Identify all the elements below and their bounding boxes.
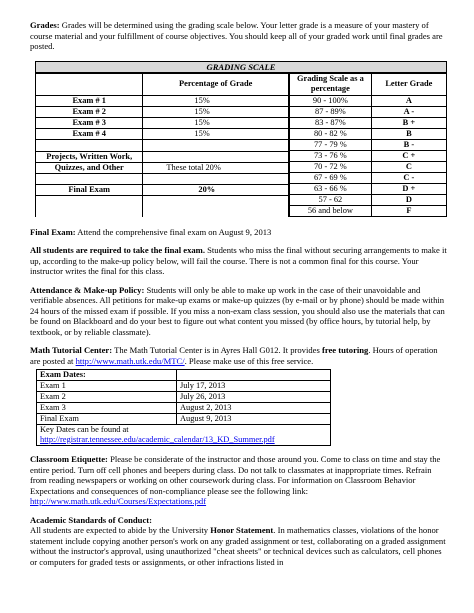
exam-date: August 9, 2013 [177,414,331,425]
academic-paragraph [30,525,448,567]
letter-scale-row [290,106,447,117]
grade-item-name [36,173,143,184]
document-page [30,20,448,567]
grade-weight-row [36,118,289,129]
etiquette-label: Classroom Etiquette: [30,454,108,464]
grades-paragraph [30,20,448,52]
tutorial-bold: free tutoring [321,345,369,355]
grade-item-name: Exam # 2 [36,106,143,117]
scale-range: 83 - 87% [290,117,372,128]
attendance-label: Attendance & Make-up Policy: [30,284,145,295]
grading-scale-title: GRADING SCALE [35,61,447,73]
letter-grade: C - [371,172,446,183]
letter-scale-row [290,139,447,150]
grade-item-percent: 15% [194,129,210,139]
scale-header: Grading Scale as a percentage [290,73,372,95]
grade-weight-row [36,95,289,106]
tutorial-text-2: . Hours of operation are posted at [30,345,438,366]
scale-range: 70 - 72 % [290,161,372,172]
grade-item-name [36,140,143,151]
grades-label: Grades: [30,20,60,30]
letter-grade: B [371,128,446,139]
grades-text: Grades will be determined using the grading scale below. Your letter grade is a measure of your mastery of course material and your fulfillment of course objectives. You should keep all of your graded work until final grades are posted. [30,20,443,51]
letter-grade: D + [371,183,446,194]
all-students-paragraph [30,245,448,277]
final-exam-paragraph [30,227,448,238]
scale-range: 90 - 100% [290,95,372,106]
scale-range: 56 and below [290,205,372,216]
key-dates-cell [37,425,331,446]
letter-grade: C [371,161,446,172]
academic-text-1: All students are expected to abide by the University [30,525,209,535]
exam-date-row [37,381,331,392]
grade-weight-row [36,173,289,184]
grade-weight-row [36,106,289,117]
grade-weights-table [35,73,289,217]
attendance-paragraph [30,285,448,338]
scale-range: 57 - 62 [290,194,372,205]
exam-name: Exam 3 [37,403,177,414]
exam-name: Final Exam [37,414,177,425]
academic-heading: Academic Standards of Conduct: [30,514,152,525]
scale-range: 77 - 79 % [290,139,372,150]
scale-range: 67 - 69 % [290,172,372,183]
academic-text-2: . In mathematics classes, violations of the honor statement include copying another person's work on any graded assignment or test, collaborating on a graded assignment without the instructor's approval, using unauthorized "cheat sheets" or technical devices such as calculators, cell phones or computers for graded tests or assignments, or other infractions listed in [30,525,446,567]
final-exam-label: Final Exam: [30,226,76,237]
grade-item-name: Exam # 3 [36,118,143,129]
final-exam-text: Attend the comprehensive final exam on August 9, 2013 [77,226,272,237]
letter-scale-table [289,73,447,217]
grade-weight-row [36,162,289,173]
grade-weight-row [36,140,289,151]
scale-range: 73 - 76 % [290,150,372,161]
letter-scale-row [290,172,447,183]
tutorial-text-3: . Please make use of this free service. [184,355,314,366]
letter-grade: B - [371,139,446,150]
grade-item-percent: 20% [198,185,216,195]
letter-header: Letter Grade [371,73,446,95]
letter-scale-row [290,183,447,194]
letter-scale-row [290,117,447,128]
scale-range: 87 - 89% [290,106,372,117]
grade-weight-row [36,185,289,196]
tutorial-label: Math Tutorial Center: [30,345,113,355]
grade-item-name: Exam # 1 [36,95,143,106]
grade-weight-row [36,151,289,162]
grade-item-name: Final Exam [36,185,143,196]
letter-scale-row [290,194,447,205]
academic-bold: Honor Statement [210,525,274,535]
grade-item-name: Quizzes, and Other [36,162,143,173]
key-dates-text: Key Dates can be found at [40,425,129,434]
all-students-bold: All students are required to take the final exam. [30,245,205,255]
letter-grade: C + [371,150,446,161]
percentage-header: Percentage of Grade [143,73,289,95]
exam-dates-header: Exam Dates: [37,370,177,381]
letter-scale-row [290,161,447,172]
exam-dates-table [36,369,331,446]
tutorial-paragraph [30,345,448,366]
letter-grade: F [371,205,446,216]
tutorial-link[interactable]: http://www.math.utk.edu/MTC/ [75,355,185,366]
grading-scale-table [35,61,447,217]
exam-date: August 2, 2013 [177,403,331,414]
letter-scale-row [290,150,447,161]
letter-grade: A [371,95,446,106]
exam-date-row [37,403,331,414]
exam-date-row [37,392,331,403]
grade-item-percent: 15% [194,107,210,117]
exam-date: July 26, 2013 [177,392,331,403]
etiquette-link[interactable]: http://www.math.utk.edu/Courses/Expectations.pdf [30,496,207,506]
exam-name: Exam 2 [37,392,177,403]
scale-range: 63 - 66 % [290,183,372,194]
all-students-text: Students who miss the final without securing arrangements to make it up, according to the make-up policy below, will fail the course. There is not a common final for this course. Your instructor writes the final for this class. [30,245,447,276]
letter-scale-row [290,128,447,139]
exam-date: July 17, 2013 [177,381,331,392]
grade-item-percent: These total 20% [166,162,221,172]
grade-item-name: Exam # 4 [36,129,143,140]
grade-item-name: Projects, Written Work, [36,151,143,162]
grade-item-percent: 15% [194,95,210,105]
letter-grade: D [371,194,446,205]
letter-scale-row [290,205,447,216]
etiquette-paragraph [30,454,448,507]
letter-grade: B + [371,117,446,128]
letter-grade: A - [371,106,446,117]
grade-weight-row [36,129,289,140]
key-dates-link[interactable]: http://registrar.tennessee.edu/academic_calendar/13_KD_Summer.pdf [40,435,275,444]
scale-range: 80 - 82 % [290,128,372,139]
etiquette-text: Please be considerate of the instructor and those around you. Come to class on time and stay the entire period. Turn off cell phones and beepers during class. Do not talk to classmates at inappropriate times. Refrain from reading newspapers or working on other coursework during class. For information on Classroom Behavior Expectations and consequences of non-compliance please see the following link: [30,454,441,496]
attendance-text: Students will only be able to make up work in the case of their unavoidable and verifiable absences. All petitions for make-up exams or make-up quizzes (by e-mail or by phone) should be made within 24 hours of the missed exam if possible. If you miss a non-exam class session, you should also use the materials that can be found on Blackboard and do your best to figure out what content you missed (by office hours, by tutorial help, by textbook, or by reliable classmate). [30,284,445,337]
exam-date-row [37,414,331,425]
grade-item-percent: 15% [194,118,210,128]
exam-name: Exam 1 [37,381,177,392]
letter-scale-row [290,95,447,106]
tutorial-text-1: The Math Tutorial Center is in Ayres Hall G012. It provides [114,345,320,355]
